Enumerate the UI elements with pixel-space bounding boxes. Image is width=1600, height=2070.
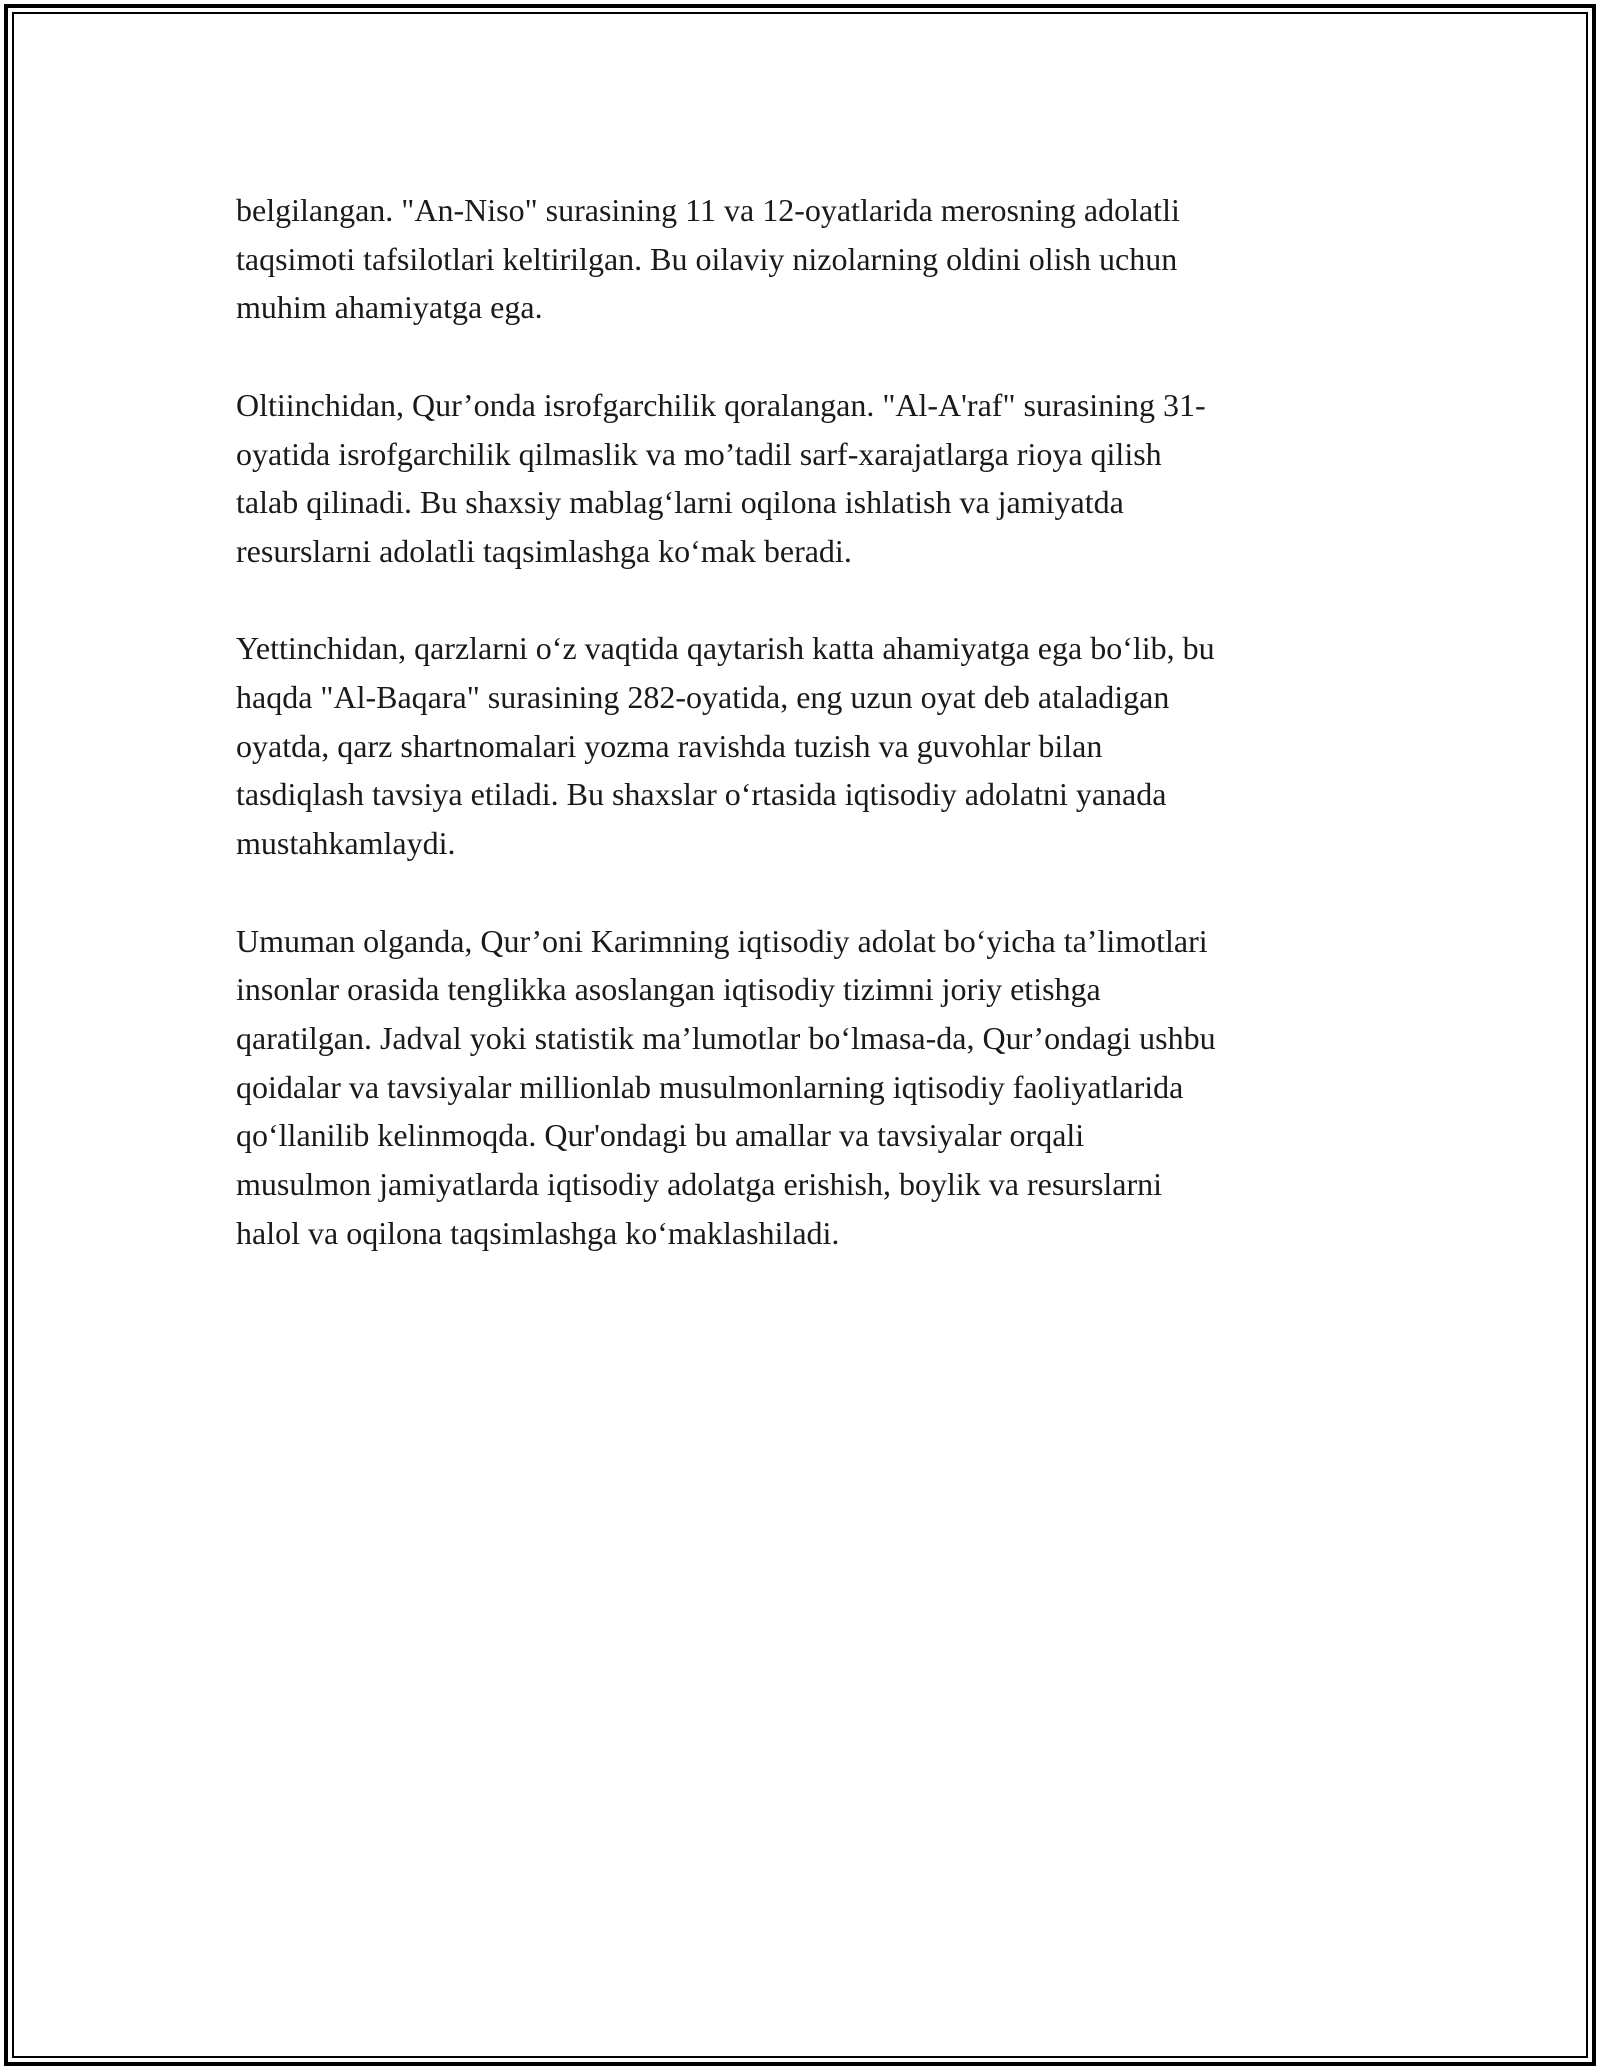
- text-line: Yettinchidan, qarzlarni o‘z vaqtida qaytarish katta ahamiyatga ega bo‘lib, bu: [236, 630, 1215, 667]
- text-line: qo‘llanilib kelinmoqda. Qur'ondagi bu amallar va tavsiyalar orqali: [236, 1117, 1085, 1154]
- text-line: musulmon jamiyatlarda iqtisodiy adolatga erishish, boylik va resurslarni: [236, 1166, 1163, 1203]
- text-line: resurslarni adolatli taqsimlashga ko‘mak beradi.: [236, 532, 852, 569]
- paragraph-3: [236, 624, 1371, 868]
- text-line: talab qilinadi. Bu shaxsiy mablag‘larni oqilona ishlatish va jamiyatda: [236, 484, 1124, 521]
- text-line: tasdiqlash tavsiya etiladi. Bu shaxslar o‘rtasida iqtisodiy adolatni yanada: [236, 776, 1167, 813]
- paragraph-4: [236, 917, 1371, 1258]
- text-line: haqda "Al-Baqara" surasining 282-oyatida, eng uzun oyat deb ataladigan: [236, 679, 1170, 715]
- text-line: oyatida isrofgarchilik qilmaslik va mo’tadil sarf-xarajatlarga rioya qilish: [236, 435, 1162, 472]
- text-line: belgilangan. "An-Niso" surasining 11 va 12-oyatlarida merosning adolatli: [236, 192, 1180, 228]
- text-line: taqsimoti tafsilotlari keltirilgan. Bu oilaviy nizolarning oldini olish uchun: [236, 240, 1178, 277]
- text-line: Umuman olganda, Qur’oni Karimning iqtisodiy adolat bo‘yicha ta’limotlari: [236, 922, 1208, 959]
- text-line: mustahkamlaydi.: [236, 825, 456, 862]
- text-line: muhim ahamiyatga ega.: [236, 289, 543, 326]
- page-content: [236, 186, 1371, 1306]
- text-line: qoidalar va tavsiyalar millionlab musulmonlarning iqtisodiy faoliyatlarida: [236, 1068, 1184, 1105]
- paragraph-1: [236, 186, 1371, 332]
- paragraph-2: [236, 381, 1371, 576]
- text-line: insonlar orasida tenglikka asoslangan iqtisodiy tizimni joriy etishga: [236, 971, 1101, 1008]
- text-line: Oltiinchidan, Qur’onda isrofgarchilik qoralangan. "Al-A'raf" surasining 31-: [236, 386, 1206, 423]
- text-line: halol va oqilona taqsimlashga ko‘maklashiladi.: [236, 1214, 840, 1251]
- text-line: qaratilgan. Jadval yoki statistik ma’lumotlar bo‘lmasa-da, Qur’ondagi ushbu: [236, 1019, 1216, 1056]
- text-line: oyatda, qarz shartnomalari yozma ravishda tuzish va guvohlar bilan: [236, 727, 1103, 764]
